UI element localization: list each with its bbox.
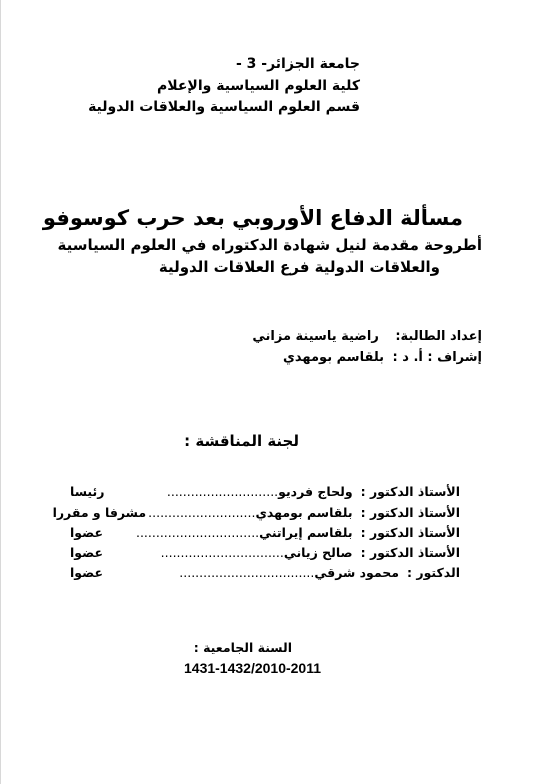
committee-member-row: [70, 545, 460, 563]
dotted-leader: ..................................: [179, 565, 315, 580]
member-role: عضوا: [70, 545, 103, 560]
member-rank: الأستاذ الدكتور :: [360, 545, 460, 560]
thesis-title: مسألة الدفاع الأوروبي بعد حرب كوسوفو: [42, 206, 463, 230]
committee-member-row: [70, 525, 460, 543]
member-name: محمود شرقي: [314, 565, 400, 580]
member-rank: الأستاذ الدكتور :: [360, 525, 460, 540]
department-name: قسم العلوم السياسية والعلاقات الدولية: [88, 99, 360, 115]
academic-year-value: 1431-1432/2010-2011: [184, 660, 322, 676]
member-role: عضوا: [70, 565, 103, 580]
thesis-subtitle-line1: أطروحة مقدمة لنيل شهادة الدكتوراه في العلوم السياسية: [57, 236, 482, 254]
member-role: رئيسا: [70, 484, 105, 499]
supervised-by-label: إشراف : أ. د :: [392, 350, 482, 365]
prepared-by-label: إعداد الطالبة:: [395, 329, 482, 344]
supervised-by: [283, 350, 482, 365]
member-name: ولحاج فرديو: [278, 484, 353, 499]
faculty-name: كلية العلوم السياسية والإعلام: [156, 78, 360, 94]
member-role: عضوا: [70, 525, 103, 540]
prepared-by: [252, 329, 482, 344]
member-name: صالح زياني: [283, 545, 353, 560]
dotted-leader: ...............................: [135, 525, 260, 540]
thesis-subtitle-line2: والعلاقات الدولية فرع العلاقات الدولية: [158, 258, 440, 276]
committee-member-row: [52, 505, 460, 523]
academic-year-label: السنة الجامعية :: [193, 640, 292, 655]
dotted-leader: ...........................: [148, 505, 256, 520]
member-role: مشرفا و مقررا: [52, 505, 147, 520]
dotted-leader: ............................: [166, 484, 279, 499]
member-rank: الأستاذ الدكتور :: [360, 505, 460, 520]
committee-member-row: [70, 565, 460, 583]
student-name: راضية ياسينة مزاني: [252, 329, 379, 344]
member-name: بلقاسم إيراتني: [259, 525, 353, 540]
member-rank: الدكتور :: [407, 565, 460, 580]
member-name: بلقاسم بومهدي: [255, 505, 353, 520]
committee-member-row: [70, 484, 460, 502]
university-name: جامعة الجزائر- 3 -: [235, 56, 360, 72]
committee-heading: لجنة المناقشة :: [184, 432, 299, 450]
member-rank: الأستاذ الدكتور :: [360, 484, 460, 499]
supervisor-name: بلقاسم بومهدي: [282, 350, 385, 365]
dotted-leader: ...............................: [160, 545, 284, 560]
